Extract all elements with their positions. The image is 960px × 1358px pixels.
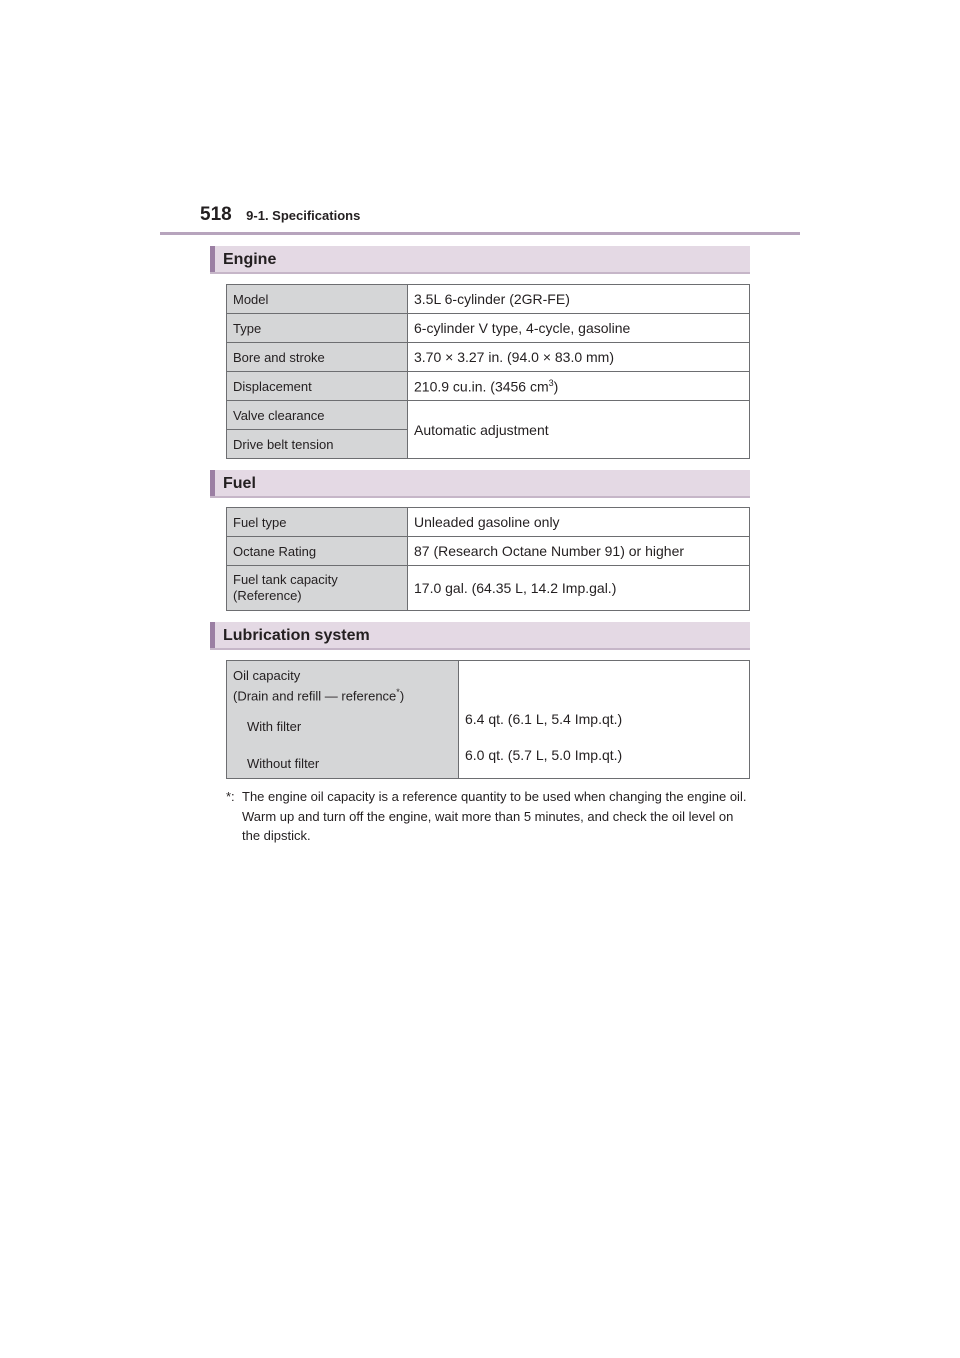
table-row	[227, 343, 750, 372]
engine-heading: Engine	[223, 251, 277, 268]
row-label: Displacement	[227, 372, 408, 401]
label-line: (Reference)	[233, 588, 302, 603]
header-rule	[160, 232, 800, 235]
label-line	[233, 684, 452, 704]
row-label: Bore and stroke	[227, 343, 408, 372]
row-label: Model	[227, 285, 408, 314]
fuel-table	[226, 507, 750, 611]
without-filter-label: Without filter	[247, 756, 320, 772]
oil-capacity-label	[227, 661, 459, 779]
without-filter-value: 6.0 qt. (5.7 L, 5.0 Imp.qt.)	[465, 747, 623, 763]
page-header	[200, 204, 360, 226]
row-value: 6-cylinder V type, 4-cycle, gasoline	[408, 314, 750, 343]
lubrication-table	[226, 660, 750, 779]
table-row	[227, 508, 750, 537]
footnote	[226, 787, 748, 846]
fuel-heading-band	[210, 470, 750, 498]
with-filter-value: 6.4 qt. (6.1 L, 5.4 Imp.qt.)	[465, 711, 623, 727]
page-number: 518	[200, 204, 232, 225]
section-title: 9-1. Specifications	[246, 208, 361, 223]
table-row	[227, 285, 750, 314]
engine-heading-band	[210, 246, 750, 274]
table-row	[227, 566, 750, 611]
row-value: 3.70 × 3.27 in. (94.0 × 83.0 mm)	[408, 343, 750, 372]
lubrication-heading: Lubrication system	[223, 627, 370, 644]
row-value: 17.0 gal. (64.35 L, 14.2 Imp.gal.)	[408, 566, 750, 611]
displacement-value: 210.9 cu.in. (3456 cm	[414, 378, 549, 395]
row-value: 87 (Research Octane Number 91) or higher	[408, 537, 750, 566]
row-label	[227, 566, 408, 611]
table-row	[227, 661, 750, 779]
label-line: Oil capacity	[233, 668, 301, 683]
oil-capacity-values	[459, 661, 750, 779]
row-label: Drive belt tension	[227, 430, 408, 459]
row-value: 3.5L 6-cylinder (2GR-FE)	[408, 285, 750, 314]
label-line: Fuel tank capacity	[233, 572, 338, 587]
table-row	[227, 537, 750, 566]
row-value: Unleaded gasoline only	[408, 508, 750, 537]
footnote-text: The engine oil capacity is a reference quantity to be used when changing the engine oil. Warm up and turn off the engine, wait more than 5 minutes, and check the oil level on the dipstick.	[242, 789, 747, 843]
shared-value: Automatic adjustment	[408, 401, 750, 459]
label-close: )	[399, 688, 405, 704]
row-label: Valve clearance	[227, 401, 408, 430]
fuel-heading: Fuel	[223, 475, 256, 492]
cubic-superscript: 3	[548, 377, 554, 388]
table-row	[227, 314, 750, 343]
table-row	[227, 372, 750, 401]
row-label: Fuel type	[227, 508, 408, 537]
row-label: Octane Rating	[227, 537, 408, 566]
displacement-close: )	[553, 378, 559, 395]
table-row	[227, 401, 750, 430]
row-value	[408, 372, 750, 401]
row-label: Type	[227, 314, 408, 343]
lubrication-heading-band	[210, 622, 750, 650]
drain-refill-text: (Drain and refill — reference	[233, 688, 397, 704]
footnote-asterisk: *:	[226, 789, 235, 804]
with-filter-label: With filter	[247, 719, 302, 735]
footnote-mark: *	[396, 687, 400, 697]
engine-table	[226, 284, 750, 459]
